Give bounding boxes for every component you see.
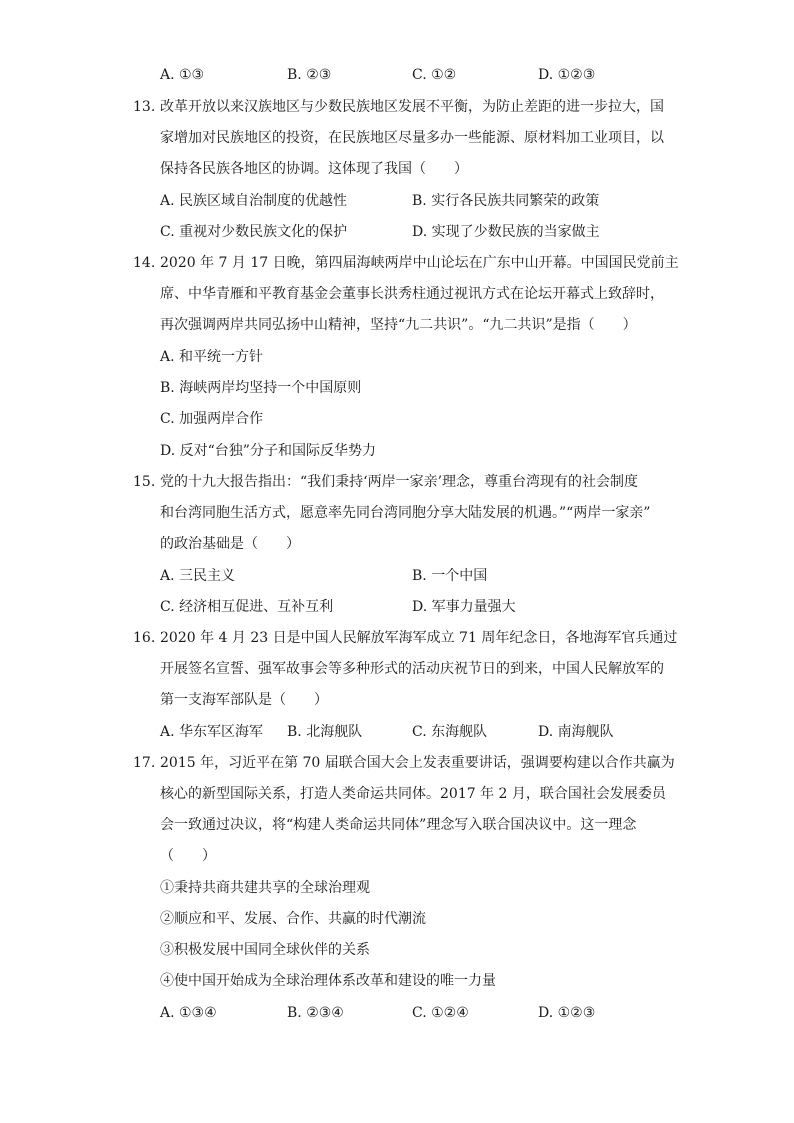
question-text-line: 2015 年，习近平在第 70 届联合国大会上发表重要讲话，强调要构建以合作共赢为 [160, 755, 675, 771]
statement-3: ③积极发展中国同全球伙伴的关系 [160, 942, 370, 958]
question-text-line: 的政治基础是（ ） [160, 536, 300, 552]
question-text-line: 保持各民族各地区的协调。这体现了我国（ ） [160, 161, 468, 177]
question-text-line: 和台湾同胞生活方式，愿意率先同台湾同胞分享大陆发展的机遇。”“两岸一家亲” [160, 505, 651, 521]
question-text-line: 会一致通过决议，将“构建人类命运共同体”理念写入联合国决议中。这一理念 [160, 817, 637, 833]
question-number: 17. [133, 755, 156, 771]
q13-option-d: D. 实现了少数民族的当家做主 [412, 224, 600, 240]
q12-option-d: D. ①②③ [538, 67, 596, 83]
q15-option-c: C. 经济相互促进、互补互利 [160, 599, 334, 615]
q17-option-a: A. ①③④ [160, 1005, 217, 1021]
q12-option-c: C. ①② [412, 67, 457, 83]
question-text-line: 开展签名宣誓、强军故事会等多种形式的活动庆祝节日的到来，中国人民解放军的 [160, 661, 664, 677]
q16-option-a: A. 华东军区海军 [160, 724, 264, 740]
question-text-line: 核心的新型国际关系，打造人类命运共同体。2017 年 2 月，联合国社会发展委员 [160, 786, 666, 802]
q14-option-b: B. 海峡两岸均坚持一个中国原则 [160, 380, 362, 396]
q13-option-b: B. 实行各民族共同繁荣的政策 [412, 193, 600, 209]
q16-option-d: D. 南海舰队 [538, 724, 614, 740]
q15-option-b: B. 一个中国 [412, 568, 488, 584]
question-text-line: 家增加对民族地区的投资，在民族地区尽量多办一些能源、原材料加工业项目，以 [160, 130, 664, 146]
question-text-line: 党的十九大报告指出：“我们秉持‘两岸一家亲’理念，尊重台湾现有的社会制度 [160, 474, 639, 490]
question-number: 13. [133, 99, 156, 115]
question-text-line: 席、中华青雁和平教育基金会董事长洪秀柱通过视讯方式在论坛开幕式上致辞时， [160, 286, 664, 302]
q17-option-c: C. ①②④ [412, 1005, 469, 1021]
question-text-line: 第一支海军部队是（ ） [160, 692, 328, 708]
question-number: 14. [133, 255, 156, 271]
question-text-line: （ ） [160, 848, 216, 864]
q17-option-b: B. ②③④ [287, 1005, 344, 1021]
q15-option-d: D. 军事力量强大 [412, 599, 516, 615]
q14-option-c: C. 加强两岸合作 [160, 411, 264, 427]
q16-option-b: B. 北海舰队 [287, 724, 363, 740]
question-text-line: 2020 年 4 月 23 日是中国人民解放军海军成立 71 周年纪念日，各地海军官兵通过 [160, 630, 678, 646]
q13-option-a: A. 民族区域自治制度的优越性 [160, 193, 348, 209]
question-text-line: 2020 年 7 月 17 日晚，第四届海峡两岸中山论坛在广东中山开幕。中国国民党前主 [160, 255, 679, 271]
q15-option-a: A. 三民主义 [160, 568, 236, 584]
statement-1: ①秉持共商共建共享的全球治理观 [160, 880, 370, 896]
q16-option-c: C. 东海舰队 [412, 724, 488, 740]
statement-4: ④使中国开始成为全球治理体系改革和建设的唯一力量 [160, 973, 496, 989]
q14-option-a: A. 和平统一方针 [160, 349, 264, 365]
q17-option-d: D. ①②③ [538, 1005, 596, 1021]
q12-option-b: B. ②③ [287, 67, 332, 83]
question-text-line: 再次强调两岸共同弘扬中山精神，坚持“九二共识”。“九二共识”是指（ ） [160, 317, 637, 333]
statement-2: ②顺应和平、发展、合作、共赢的时代潮流 [160, 911, 426, 927]
question-text-line: 改革开放以来汉族地区与少数民族地区发展不平衡，为防止差距的进一步拉大，国 [160, 99, 664, 115]
q14-option-d: D. 反对“台独”分子和国际反华势力 [160, 443, 376, 459]
q13-option-c: C. 重视对少数民族文化的保护 [160, 224, 348, 240]
question-number: 15. [133, 474, 156, 490]
question-number: 16. [133, 630, 156, 646]
q12-option-a: A. ①③ [160, 67, 205, 83]
